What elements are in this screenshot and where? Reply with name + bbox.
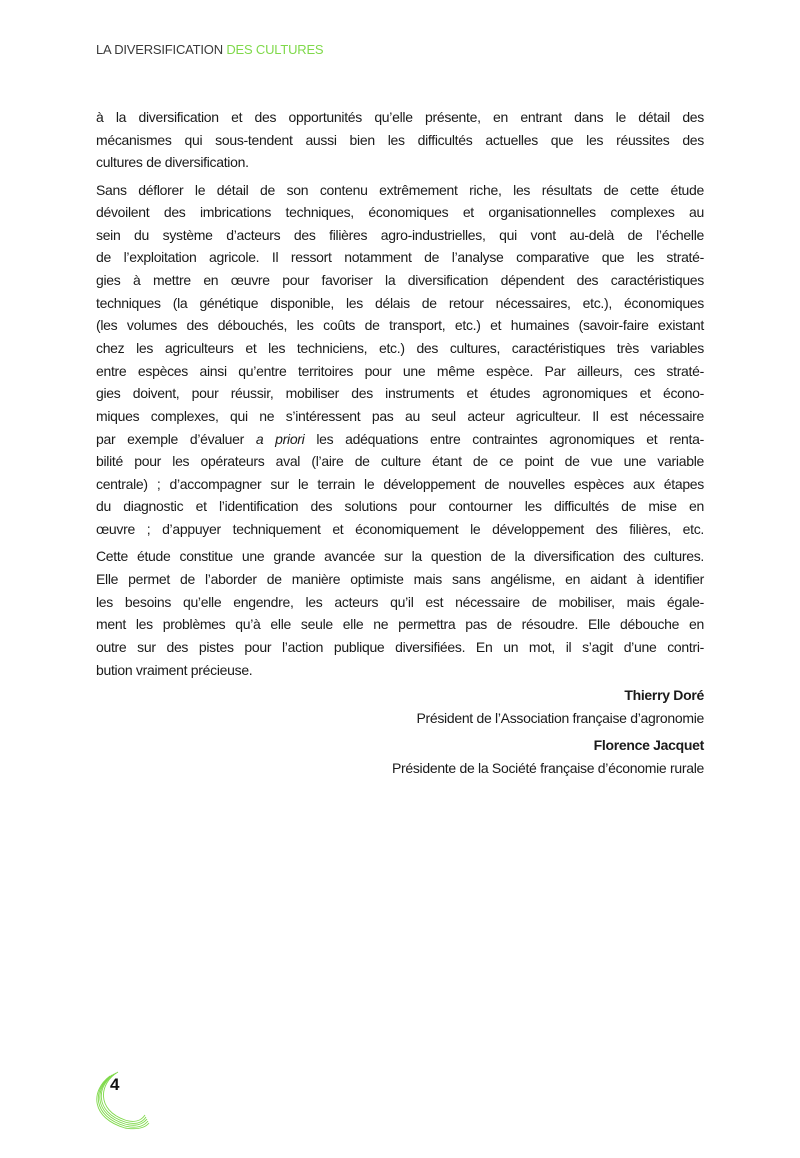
text-line: Sans déflorer le détail de son contenu extrêmement riche, les résultats de cette étude	[96, 181, 704, 198]
text-line	[96, 428, 704, 451]
text-line: centrale) ; d’accompagner sur le terrain le développement de nouvelles espèces aux étapes	[96, 475, 704, 492]
text-line: à la diversification et des opportunités qu’elle présente, en entrant dans le détail des	[96, 109, 704, 125]
header-title-green: DES CULTURES	[226, 42, 324, 57]
text-line: outre sur des pistes pour l’action publique diversifiées. En un mot, il s’agit d’une contri-	[96, 638, 704, 655]
text-line: du diagnostic et l’identification des solutions pour contourner les difficultés de mise en	[96, 498, 704, 515]
green-swirl-icon	[80, 1050, 180, 1130]
text-line: gies doivent, pour réussir, mobiliser des instruments et études agronomiques et écono-	[96, 385, 704, 402]
signatory-role: Président de l’Association française d’agronomie	[416, 709, 704, 726]
text-line: les besoins qu’elle engendre, les acteurs qu’il est nécessaire de mobiliser, mais égale-	[96, 593, 704, 610]
text-line: chez les agriculteurs et les techniciens, etc.) des cultures, caractéristiques très variables	[96, 340, 704, 356]
header-title-dark: LA DIVERSIFICATION	[96, 42, 223, 57]
signatures	[392, 684, 704, 780]
text-line: sein du système d’acteurs des filières agro-industrielles, qui vont au-delà de l’échelle	[96, 226, 704, 243]
page-number-badge	[80, 1050, 180, 1130]
signatory-role: Présidente de la Société française d’économie rurale	[391, 760, 704, 777]
running-header	[96, 42, 323, 57]
text-segment: par exemple d’évaluer	[96, 430, 256, 447]
text-line: œuvre ; d’appuyer techniquement et économiquement le développement des filières, etc.	[96, 521, 704, 538]
text-line: gies à mettre en œuvre pour favoriser la diversification dépendent des caractéristiques	[96, 272, 704, 289]
text-line: entre espèces ainsi qu’entre territoires pour une même espèce. Par ailleurs, ces straté-	[96, 362, 704, 379]
text-line: bution vraiment précieuse.	[96, 661, 253, 678]
text-line: de l’exploitation agricole. Il ressort notamment de l’analyse comparative que les straté-	[96, 249, 704, 266]
text-segment: les adéquations entre contraintes agronomiques et renta-	[304, 430, 704, 447]
text-line: cultures de diversification.	[96, 154, 249, 171]
text-line: techniques (la génétique disponible, les délais de retour nécessaires, etc.), économiques	[96, 294, 704, 311]
text-line: ment les problèmes qu’à elle seule elle ne permettra pas de résoudre. Elle débouche en	[96, 616, 704, 633]
italic-text: a priori	[255, 430, 305, 447]
signatory-name: Thierry Doré	[624, 687, 704, 703]
text-line: Elle permet de l’aborder de manière optimiste mais sans angélisme, en aidant à identifier	[96, 571, 704, 587]
paragraph	[96, 545, 704, 681]
paragraph	[96, 106, 704, 174]
paragraph	[96, 179, 704, 541]
page-number: 4	[110, 1075, 120, 1094]
body-text	[96, 106, 704, 686]
text-line: miques complexes, qui ne s’intéressent pas au seul acteur agriculteur. Il est nécessaire	[96, 407, 704, 424]
text-line: Cette étude constitue une grande avancée sur la question de la diversification des cultures.	[96, 548, 704, 565]
text-line: mécanismes qui sous-tendent aussi bien les difficultés actuelles que les réussites des	[96, 131, 704, 148]
text-line: bilité pour les opérateurs aval (l’aire de culture étant de ce point de vue une variable	[96, 453, 704, 470]
text-line: dévoilent des imbrications techniques, économiques et organisationnelles complexes au	[96, 204, 704, 221]
signatory-name: Florence Jacquet	[593, 737, 704, 754]
text-line: (les volumes des débouchés, les coûts de transport, etc.) et humaines (savoir-faire existant	[96, 317, 704, 334]
